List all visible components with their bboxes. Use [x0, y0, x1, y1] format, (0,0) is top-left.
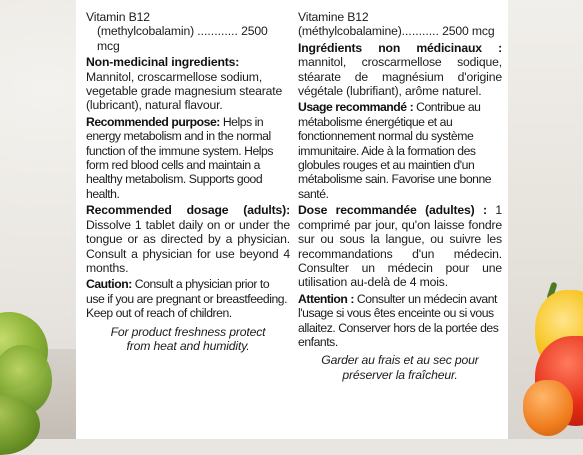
purpose-section — [86, 115, 290, 201]
vitamin-name: Vitamin B12 — [86, 10, 150, 24]
nmi-section-fr — [298, 41, 502, 99]
orange-pepper-image — [523, 380, 573, 436]
storage-note-fr — [298, 353, 502, 382]
nmi-section — [86, 55, 290, 113]
dosage-section-fr — [298, 203, 502, 289]
caution-heading: Caution: — [86, 277, 132, 292]
purpose-text: Helps in energy metabolism and in the normal function of the immune system. Helps form red blood cells and maintain a healthy metabolism. Supports good health. — [86, 114, 274, 201]
french-column — [298, 10, 502, 384]
storage-note — [86, 325, 290, 354]
vitamin-form: (methylcobalamin) — [97, 24, 195, 39]
vitamin-name-fr: Vitamine B12 — [298, 10, 369, 24]
nmi-heading: Non-medicinal ingredients: — [86, 55, 240, 70]
product-label-panel — [76, 0, 508, 439]
nmi-heading-fr: Ingrédients non médicinaux : — [298, 40, 502, 55]
english-column — [86, 10, 290, 355]
caution-heading-fr: Attention : — [298, 291, 354, 306]
purpose-text-fr: Contribue au métabolisme énergétique et au fonctionnement normal du système immunitaire. Aide à la formation des globules rouges et au maintien d'un métabolisme sain. Favorise une bonne santé. — [298, 100, 492, 201]
vitamin-leader-fr: ........... — [401, 24, 439, 39]
purpose-heading: Recommended purpose: — [86, 114, 220, 129]
dosage-heading: Recommended dosage (adults): — [86, 203, 290, 218]
storage-line-1: For product freshness protect — [110, 324, 266, 339]
vitamin-line — [86, 24, 290, 53]
dosage-section — [86, 203, 290, 275]
contents-section — [86, 10, 290, 53]
vitamin-amount-fr: 2500 mcg — [442, 24, 495, 39]
nmi-text-fr: mannitol, croscarmellose sodique, stéarate de magnésium d'origine végétale (lubrifiant), arôme naturel. — [298, 55, 502, 99]
nmi-text: Mannitol, croscarmellose sodium, vegetable grade magnesium stearate (lubricant), natural flavour. — [86, 69, 283, 113]
vitamin-leader: ............ — [197, 24, 238, 39]
storage-line-1-fr: Garder au frais et au sec pour — [321, 353, 479, 368]
vitamin-amount: 2500 mcg — [97, 24, 268, 53]
caution-text-fr: Consulter un médecin avant l'usage si vous êtes enceinte ou si vous allaitez. Conserver hors de la portée des enfants. — [298, 291, 499, 349]
purpose-heading-fr: Usage recommandé : — [298, 100, 414, 115]
dosage-heading-fr: Dose recommandée (adultes) : — [298, 203, 487, 218]
vitamin-form-fr: (méthylcobalamine) — [298, 24, 402, 39]
dosage-text: Dissolve 1 tablet daily on or under the tongue or as directed by a physician. Consult a physician for use beyond 4 months. — [86, 217, 290, 275]
contents-section-fr — [298, 10, 502, 39]
caution-text: Consult a physician prior to use if you are pregnant or breastfeeding. Keep out of reach of children. — [86, 277, 288, 321]
caution-section-fr — [298, 292, 502, 350]
purpose-section-fr — [298, 100, 502, 201]
dosage-text-fr: 1 comprimé par jour, qu'on laisse fondre sur ou sous la langue, ou suivre les recommandations d'un médecin. Consulter un médecin pour une utilisation au-delà de 4 mois. — [298, 203, 502, 290]
vitamin-line-fr — [298, 24, 502, 38]
storage-line-2: from heat and humidity. — [126, 338, 250, 353]
storage-line-2-fr: préserver la fraîcheur. — [342, 367, 458, 382]
caution-section — [86, 277, 290, 320]
